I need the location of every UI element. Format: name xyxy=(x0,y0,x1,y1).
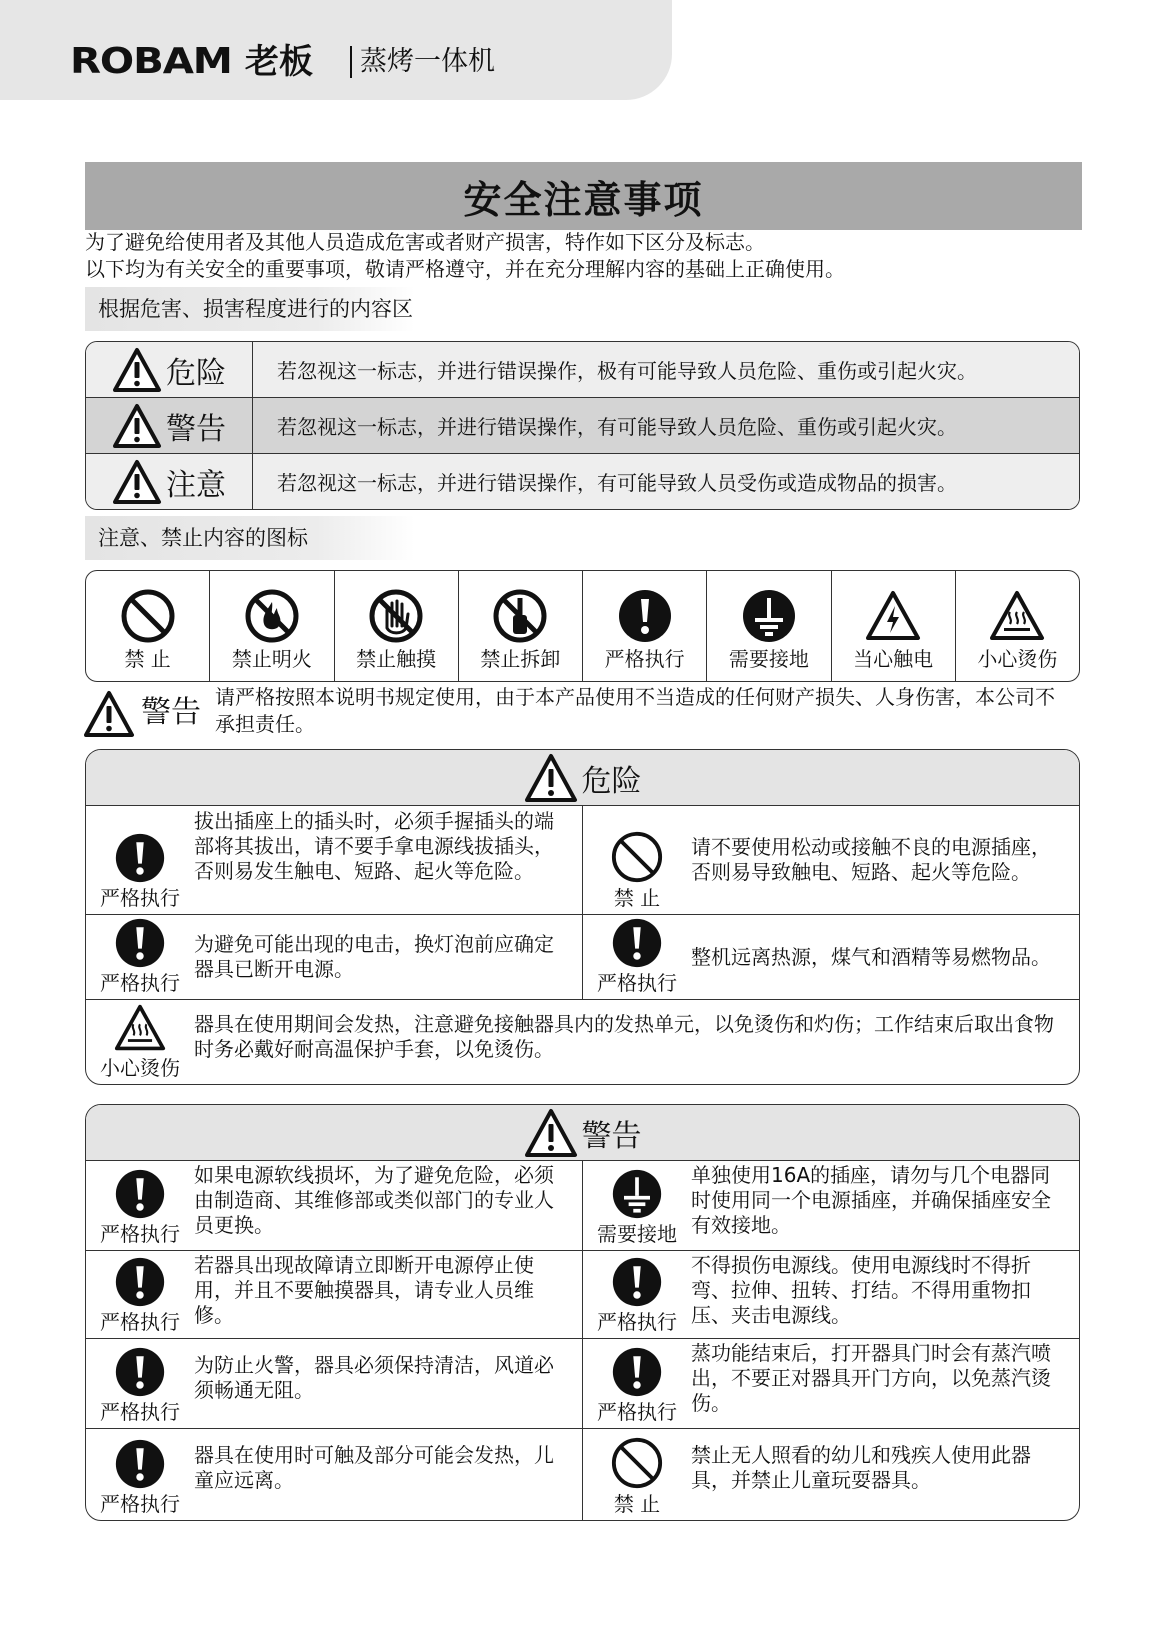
hazard-level-row xyxy=(86,342,1079,398)
warning-triangle-icon xyxy=(524,1108,578,1158)
brand-logo: ROBAM xyxy=(70,41,232,82)
legend-label: 禁止触摸 xyxy=(356,647,437,671)
panel-cell-text: 为避免可能出现的电击，换灯泡前应确定器具已断开电源。 xyxy=(194,932,554,981)
warning-triangle-icon xyxy=(112,403,162,449)
panel-cell-icon xyxy=(86,806,194,914)
panel-cell-text: 为防止火警，器具必须保持清洁，风道必须畅通无阻。 xyxy=(194,1353,554,1402)
warning-triangle-icon xyxy=(524,753,578,803)
warning-panel-header xyxy=(86,1105,1079,1161)
panel-cell-label: 需要接地 xyxy=(597,1222,677,1246)
panel-cell xyxy=(583,1251,1079,1338)
intro-line-2: 以下均为有关安全的重要事项，敬请严格遵守，并在充分理解内容的基础上正确使用。 xyxy=(85,257,845,281)
legend-item xyxy=(832,571,956,681)
panel-cell-label: 严格执行 xyxy=(100,1492,180,1516)
legend-label: 禁 止 xyxy=(124,647,171,671)
panel-cell-text: 请不要使用松动或接触不良的电源插座，否则易导致触电、短路、起火等危险。 xyxy=(691,835,1051,884)
panel-cell-icon xyxy=(86,1161,194,1250)
disclaimer-text: 请严格按照本说明书规定使用，由于本产品使用不当造成的任何财产损失、人身伤害，本公司不承担责任。 xyxy=(215,685,1055,736)
hot-surface-icon xyxy=(989,588,1045,644)
warning-panel xyxy=(85,1104,1080,1521)
prohibited-icon xyxy=(610,1436,664,1490)
hazard-level-row xyxy=(86,454,1079,509)
icon-legend xyxy=(85,570,1080,682)
danger-panel xyxy=(85,749,1080,1085)
hazard-level-name: 注意 xyxy=(166,467,226,503)
mandatory-icon xyxy=(114,917,166,969)
panel-cell-text: 器具在使用时可触及部分可能会发热，儿童应远离。 xyxy=(194,1443,554,1492)
panel-cell xyxy=(583,1161,1079,1250)
panel-cell-text: 如果电源软线损坏，为了避免危险，必须由制造商、其维修部或类似部门的专业人员更换。 xyxy=(194,1163,554,1237)
mandatory-icon xyxy=(611,917,663,969)
panel-row xyxy=(86,1339,1079,1429)
panel-cell xyxy=(583,806,1079,914)
hazard-level-name-cell xyxy=(86,342,253,397)
electric-shock-icon xyxy=(865,588,921,644)
legend-item xyxy=(210,571,334,681)
no-open-flame-icon xyxy=(244,588,300,644)
panel-cell-text: 单独使用16A的插座，请勿与几个电器同时使用同一个电源插座，并确保插座安全有效接地。 xyxy=(691,1163,1051,1237)
warning-triangle-icon xyxy=(112,459,162,505)
ground-icon xyxy=(611,1168,663,1220)
panel-cell-icon xyxy=(583,1339,691,1428)
hazard-level-desc: 若忽视这一标志，并进行错误操作，有可能导致人员受伤或造成物品的损害。 xyxy=(277,471,957,495)
levels-section-label: 根据危害、损害程度进行的内容区 xyxy=(85,287,415,331)
product-name: 蒸烤一体机 xyxy=(360,46,495,77)
legend-label: 严格执行 xyxy=(604,647,685,671)
hazard-level-name: 警告 xyxy=(166,411,226,447)
panel-cell-icon xyxy=(583,915,691,999)
mandatory-icon xyxy=(617,588,673,644)
prohibited-icon xyxy=(120,588,176,644)
panel-cell-icon xyxy=(86,1339,194,1428)
panel-cell-label: 严格执行 xyxy=(100,886,180,910)
panel-cell-text: 器具在使用期间会发热，注意避免接触器具内的发热单元，以免烫伤和灼伤；工作结束后取出食物时务必戴好耐高温保护手套，以免烫伤。 xyxy=(194,1012,1054,1061)
panel-cell-icon xyxy=(86,1000,194,1084)
panel-cell-text: 蒸功能结束后，打开器具门时会有蒸汽喷出，不要正对器具开门方向，以免蒸汽烫伤。 xyxy=(691,1341,1051,1415)
panel-cell xyxy=(86,806,583,914)
legend-label: 需要接地 xyxy=(728,647,809,671)
panel-cell xyxy=(86,1429,583,1520)
panel-cell xyxy=(583,915,1079,999)
mandatory-icon xyxy=(611,1346,663,1398)
warning-panel-title: 警告 xyxy=(581,1118,642,1154)
legend-label: 禁止明火 xyxy=(231,647,312,671)
panel-row xyxy=(86,1161,1079,1251)
panel-cell-label: 严格执行 xyxy=(100,971,180,995)
panel-cell-icon xyxy=(583,806,691,914)
brand-logo-cn: 老板 xyxy=(245,42,313,82)
mandatory-icon xyxy=(114,1438,166,1490)
legend-label: 小心烫伤 xyxy=(977,647,1058,671)
hazard-level-name: 危险 xyxy=(166,355,226,391)
legend-item xyxy=(707,571,831,681)
disclaimer xyxy=(83,680,1083,740)
panel-cell-icon xyxy=(583,1161,691,1250)
panel-cell-label: 严格执行 xyxy=(100,1400,180,1424)
legend-item xyxy=(335,571,459,681)
hazard-level-desc: 若忽视这一标志，并进行错误操作，极有可能导致人员危险、重伤或引起火灾。 xyxy=(277,359,977,383)
hazard-level-desc: 若忽视这一标志，并进行错误操作，有可能导致人员危险、重伤或引起火灾。 xyxy=(277,415,957,439)
danger-panel-header xyxy=(86,750,1079,806)
panel-cell-icon xyxy=(583,1251,691,1338)
panel-cell-label: 严格执行 xyxy=(597,971,677,995)
panel-row xyxy=(86,1000,1079,1084)
icons-section-label: 注意、禁止内容的图标 xyxy=(85,516,415,560)
legend-item xyxy=(86,571,210,681)
panel-cell-label: 严格执行 xyxy=(100,1310,180,1334)
legend-item xyxy=(583,571,707,681)
panel-cell xyxy=(86,915,583,999)
mandatory-icon xyxy=(114,1168,166,1220)
panel-cell-label: 小心烫伤 xyxy=(100,1056,180,1080)
hazard-levels-table xyxy=(85,341,1080,510)
panel-cell xyxy=(86,1161,583,1250)
panel-cell-icon xyxy=(86,1429,194,1520)
panel-row xyxy=(86,1251,1079,1339)
panel-cell-text: 禁止无人照看的幼儿和残疾人使用此器具，并禁止儿童玩耍器具。 xyxy=(691,1443,1031,1492)
panel-cell xyxy=(86,1251,583,1338)
disclaimer-word: 警告 xyxy=(141,695,201,730)
panel-cell-text: 拔出插座上的插头时，必须手握插头的端部将其拔出，请不要手拿电源线拔插头，否则易发生触电、短路、起火等危险。 xyxy=(194,809,554,883)
panel-cell xyxy=(583,1339,1079,1428)
panel-cell-label: 禁 止 xyxy=(613,1492,661,1516)
mandatory-icon xyxy=(611,1256,663,1308)
header-divider xyxy=(350,46,352,78)
panel-cell xyxy=(86,1339,583,1428)
panel-cell xyxy=(583,1429,1079,1520)
warning-triangle-icon xyxy=(83,690,135,738)
panel-cell-icon xyxy=(583,1429,691,1520)
legend-label: 当心触电 xyxy=(853,647,934,671)
legend-item xyxy=(956,571,1079,681)
ground-icon xyxy=(741,588,797,644)
hazard-level-row xyxy=(86,398,1079,454)
mandatory-icon xyxy=(114,832,166,884)
panel-cell-label: 严格执行 xyxy=(597,1310,677,1334)
panel-cell-label: 禁 止 xyxy=(613,886,661,910)
no-disassembly-icon xyxy=(492,588,548,644)
panel-row xyxy=(86,806,1079,915)
panel-cell-text: 若器具出现故障请立即断开电源停止使用，并且不要触摸器具，请专业人员维修。 xyxy=(194,1253,534,1327)
panel-cell-icon xyxy=(86,915,194,999)
hazard-level-name-cell xyxy=(86,398,253,453)
panel-row xyxy=(86,915,1079,1000)
mandatory-icon xyxy=(114,1256,166,1308)
page-title: 安全注意事项 xyxy=(463,177,704,222)
panel-cell-text: 整机远离热源，煤气和酒精等易燃物品。 xyxy=(691,944,1051,969)
no-touch-icon xyxy=(368,588,424,644)
panel-cell-text: 不得损伤电源线。使用电源线时不得折弯、拉伸、扭转、打结。不得用重物扣压、夹击电源线。 xyxy=(691,1253,1031,1327)
panel-cell-label: 严格执行 xyxy=(597,1400,677,1424)
mandatory-icon xyxy=(114,1346,166,1398)
legend-item xyxy=(459,571,583,681)
danger-panel-title: 危险 xyxy=(581,763,642,799)
hot-surface-icon xyxy=(113,1002,167,1054)
page-title-bar xyxy=(85,162,1082,230)
legend-label: 禁止拆卸 xyxy=(480,647,561,671)
panel-cell xyxy=(86,1000,1079,1084)
panel-row xyxy=(86,1429,1079,1520)
intro-line-1: 为了避免给使用者及其他人员造成危害或者财产损害，特作如下区分及标志。 xyxy=(85,230,765,254)
panel-cell-icon xyxy=(86,1251,194,1338)
prohibited-icon xyxy=(610,830,664,884)
warning-triangle-icon xyxy=(112,347,162,393)
hazard-level-name-cell xyxy=(86,454,253,509)
panel-cell-label: 严格执行 xyxy=(100,1222,180,1246)
